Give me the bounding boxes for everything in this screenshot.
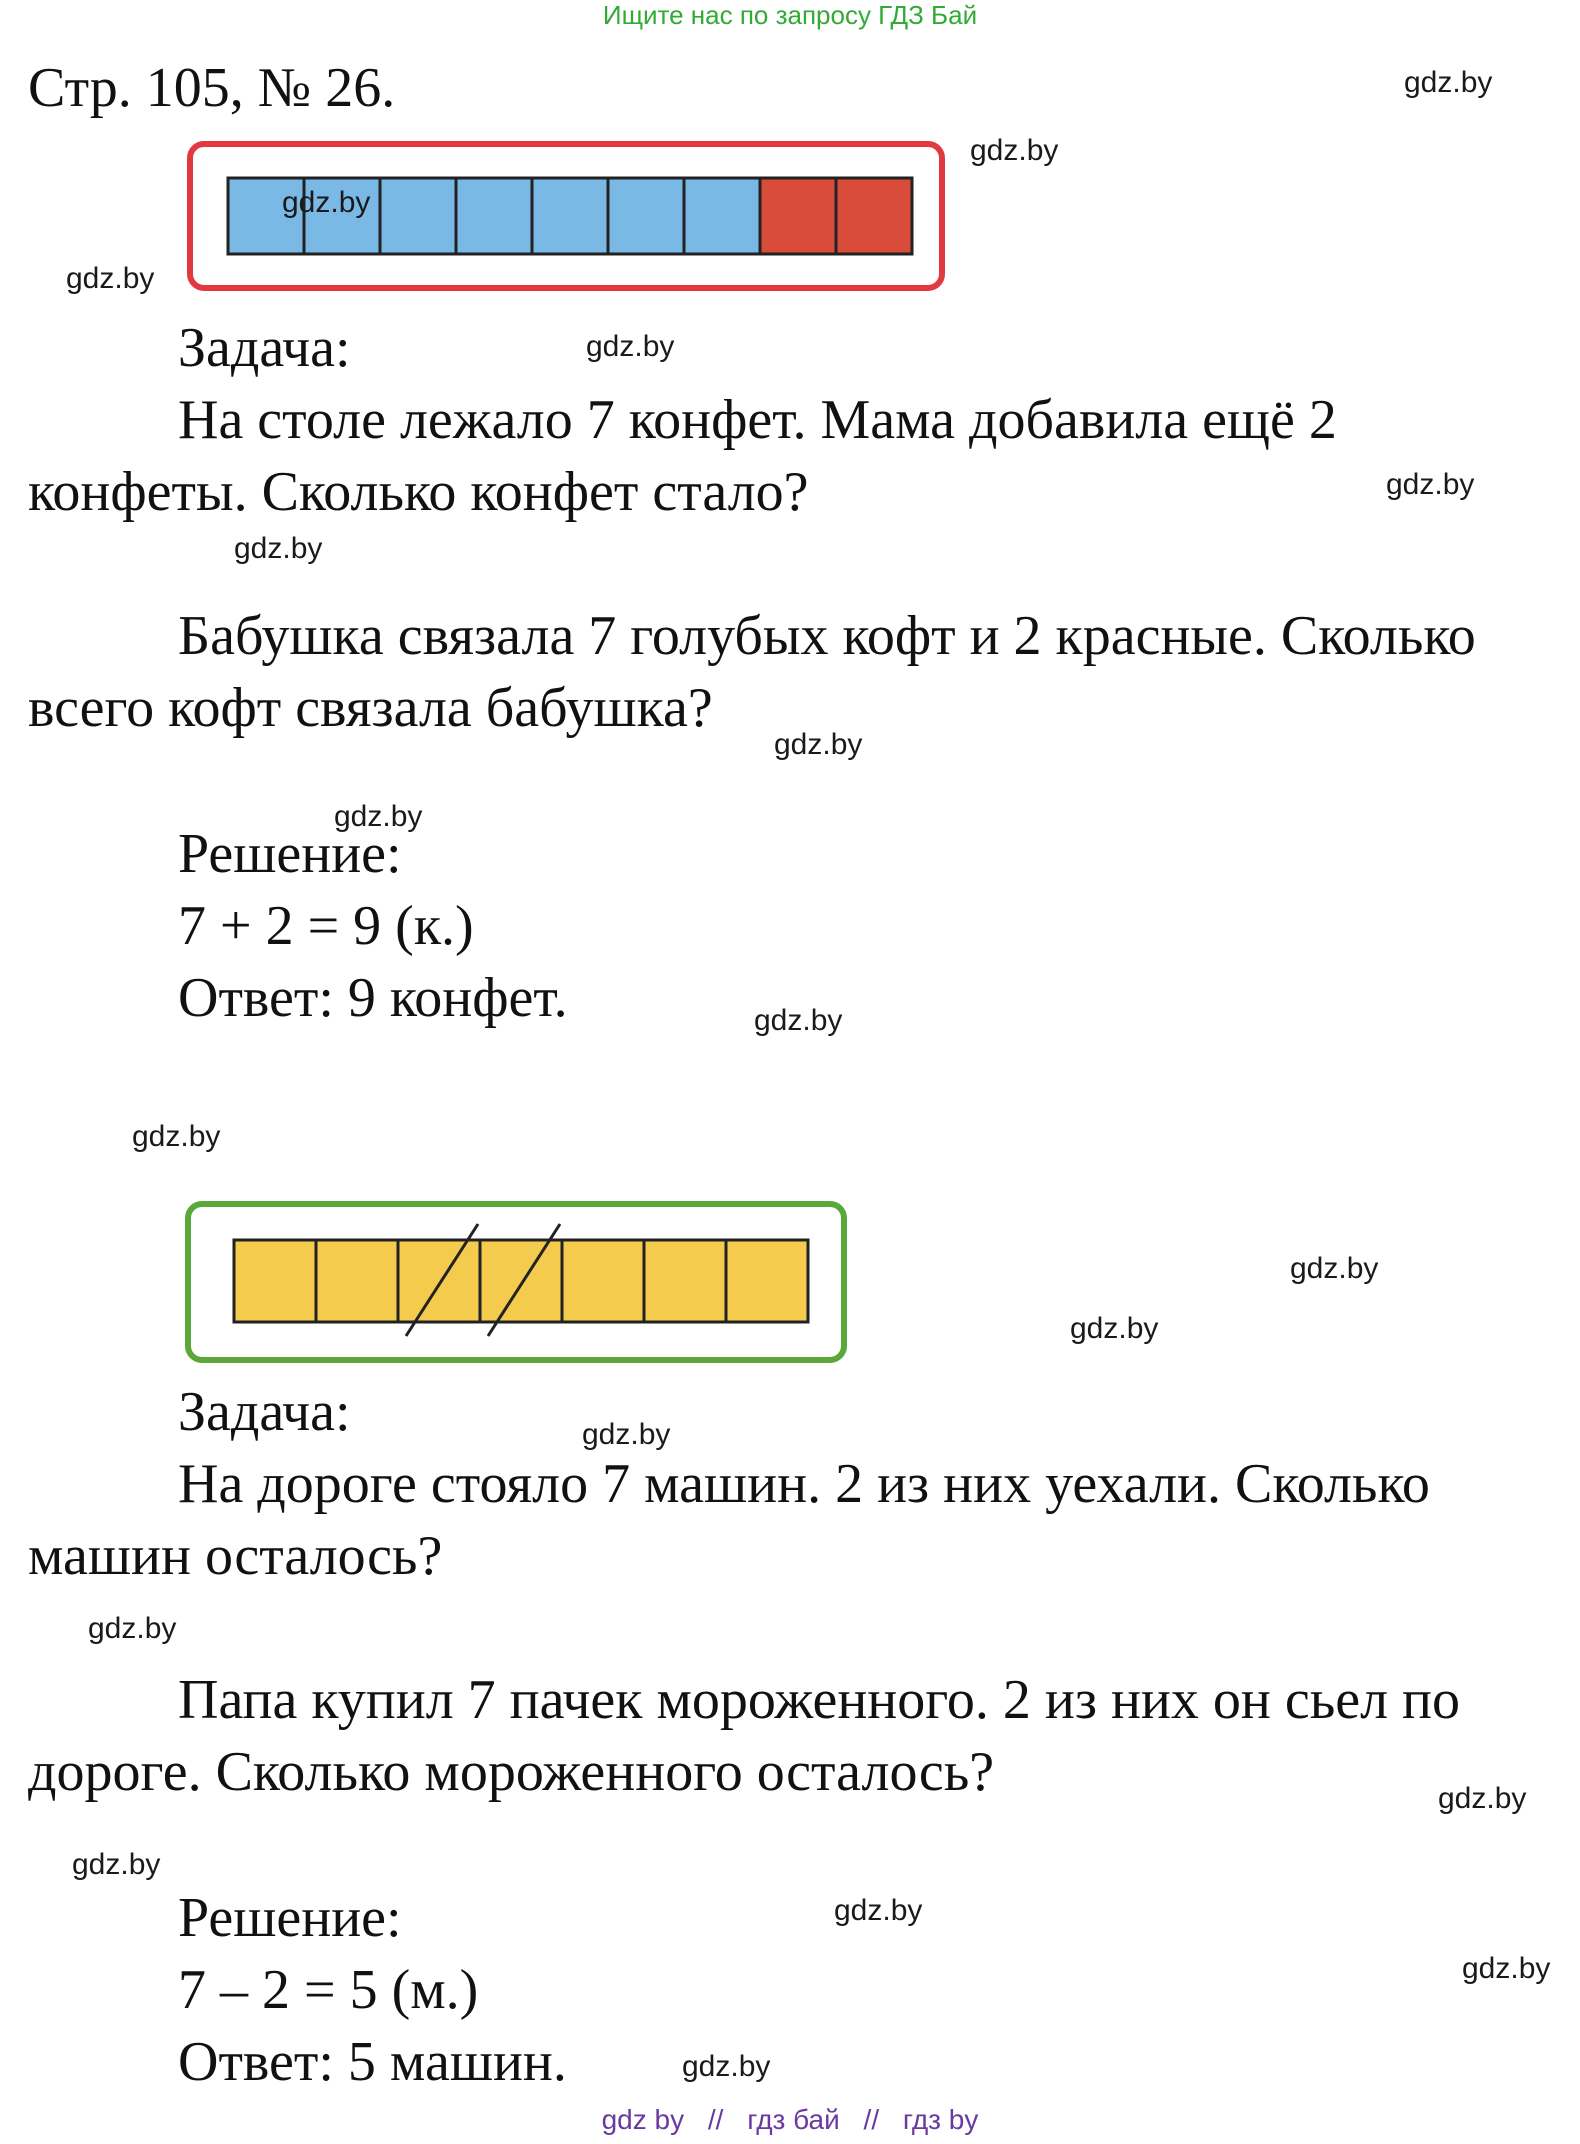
watermark: gdz.by bbox=[334, 800, 423, 833]
footer-links bbox=[0, 2104, 1580, 2136]
diagram-yellow bbox=[184, 1200, 848, 1364]
watermark: gdz.by bbox=[234, 532, 323, 565]
problem-text: Папа купил 7 пачек мороженного. 2 из них он сьел по bbox=[178, 1669, 1461, 1731]
watermark: gdz.by bbox=[1438, 1782, 1527, 1815]
blue-cell bbox=[380, 178, 456, 254]
watermark: gdz.by bbox=[970, 134, 1059, 167]
watermark: gdz.by bbox=[1462, 1952, 1551, 1985]
footer-separator: // bbox=[707, 2104, 724, 2135]
blue-cell bbox=[532, 178, 608, 254]
watermark: gdz.by bbox=[72, 1848, 161, 1881]
watermark: gdz.by bbox=[1404, 66, 1493, 99]
watermark: gdz.by bbox=[774, 728, 863, 761]
solution-label: Решение: bbox=[178, 1887, 402, 1949]
yellow-cell bbox=[398, 1240, 480, 1322]
watermark: gdz.by bbox=[1070, 1312, 1159, 1345]
blue-cell bbox=[456, 178, 532, 254]
watermark: gdz.by bbox=[1290, 1252, 1379, 1285]
problem-text: дороге. Сколько мороженного осталось? bbox=[28, 1741, 995, 1803]
footer-link-gdz-by-cyr[interactable]: гдз by bbox=[902, 2104, 979, 2135]
blue-cell bbox=[608, 178, 684, 254]
blue-cell bbox=[684, 178, 760, 254]
problem-text: всего кофт связала бабушка? bbox=[28, 677, 713, 739]
equation: 7 – 2 = 5 (м.) bbox=[178, 1959, 479, 2021]
cell-strip bbox=[234, 1224, 808, 1336]
answer: Ответ: 9 конфет. bbox=[178, 967, 568, 1029]
yellow-cell bbox=[726, 1240, 808, 1322]
watermark: gdz.by bbox=[132, 1120, 221, 1153]
watermark: gdz.by bbox=[282, 186, 371, 219]
answer: Ответ: 5 машин. bbox=[178, 2031, 567, 2093]
page-title: Стр. 105, № 26. bbox=[28, 57, 396, 119]
footer-link-gdz-bay[interactable]: гдз бай bbox=[747, 2104, 840, 2135]
problem-text: машин осталось? bbox=[28, 1525, 443, 1587]
footer-link-gdz-by[interactable]: gdz by bbox=[601, 2104, 685, 2135]
problem-text: На дороге стояло 7 машин. 2 из них уехали. Сколько bbox=[178, 1453, 1430, 1515]
yellow-cell bbox=[234, 1240, 316, 1322]
watermark: gdz.by bbox=[682, 2050, 771, 2083]
search-banner[interactable]: Ищите нас по запросу ГДЗ Бай bbox=[602, 0, 978, 30]
footer-separator: // bbox=[863, 2104, 880, 2135]
watermark: gdz.by bbox=[88, 1612, 177, 1645]
yellow-cell bbox=[316, 1240, 398, 1322]
watermark: gdz.by bbox=[582, 1418, 671, 1451]
problem-text: Бабушка связала 7 голубых кофт и 2 красные. Сколько bbox=[178, 605, 1476, 667]
problem-text: конфеты. Сколько конфет стало? bbox=[28, 461, 809, 523]
watermark: gdz.by bbox=[66, 262, 155, 295]
equation: 7 + 2 = 9 (к.) bbox=[178, 895, 474, 957]
red-cell bbox=[760, 178, 836, 254]
watermark: gdz.by bbox=[754, 1004, 843, 1037]
yellow-cell bbox=[562, 1240, 644, 1322]
problem-text: На столе лежало 7 конфет. Мама добавила ещё 2 bbox=[178, 389, 1337, 451]
task-label: Задача: bbox=[178, 317, 351, 379]
watermark: gdz.by bbox=[1386, 468, 1475, 501]
yellow-cell bbox=[480, 1240, 562, 1322]
solution-label: Решение: bbox=[178, 823, 402, 885]
watermark: gdz.by bbox=[834, 1894, 923, 1927]
yellow-cell bbox=[644, 1240, 726, 1322]
watermark: gdz.by bbox=[586, 330, 675, 363]
task-label: Задача: bbox=[178, 1381, 351, 1443]
red-cell bbox=[836, 178, 912, 254]
